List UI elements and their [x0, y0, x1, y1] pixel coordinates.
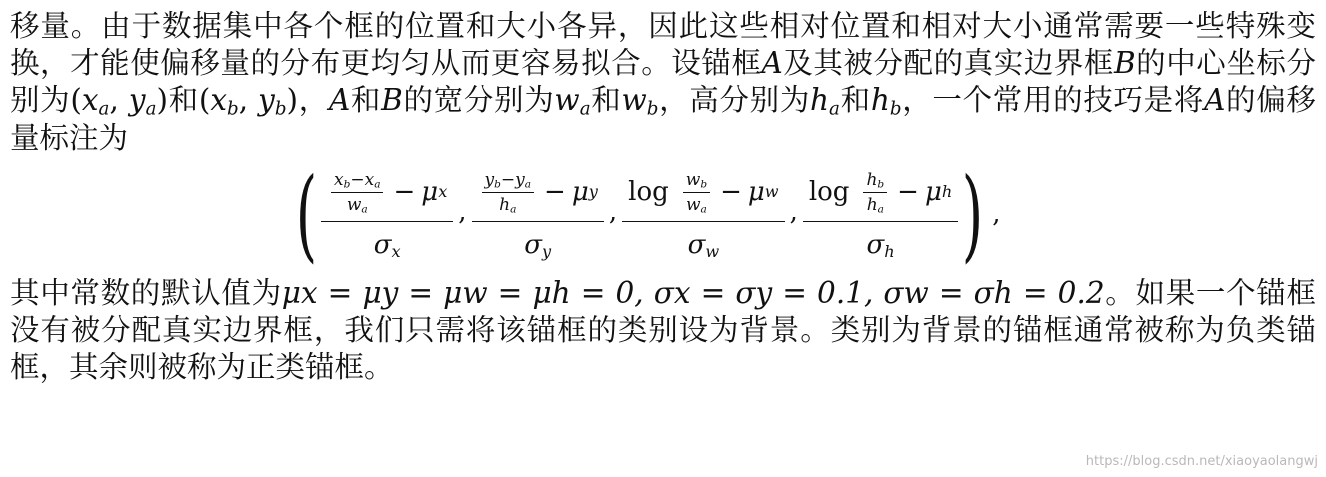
text-run: 的中心坐标分别为	[10, 46, 1316, 118]
text-run: 。如果一个锚框没有被分配真实边界框，我们只需将该锚框的类别设为背景。类别为背景的锚框通常被称为负类锚框，其余则被称为正类锚框。	[10, 275, 1316, 385]
text-run: 和	[839, 83, 871, 118]
fraction-x: $x_b-x_a$ $w_a$ − μ x $\sigma_x$	[321, 170, 453, 260]
symbol-A: A	[328, 83, 351, 118]
height-b: $h_b$	[870, 83, 902, 120]
text-run: 其中常数的默认值为	[10, 275, 282, 310]
text-run: 的宽分别为	[402, 83, 555, 118]
document-page	[10, 0, 1316, 386]
symbol-A: A	[1204, 83, 1226, 118]
text-run: 的偏移量标注为	[10, 83, 1316, 155]
symbol-A: A	[761, 46, 783, 81]
fraction-h: log $h_b$ $h_a$ − μ h $\sigma_h$	[803, 170, 958, 260]
left-paren: (	[295, 155, 318, 273]
text-run: ，高分别为	[658, 83, 811, 118]
equation-trailing-comma: ,	[992, 198, 1001, 229]
width-a: $w_a$	[554, 83, 591, 120]
text-run: 移量。由于数据集中各个框的位置和大小各异，因此这些相对位置和相对大小通常需要一些特殊变换，才能使偏移量的分布更均匀从而更容易拟合。设锚框	[10, 9, 1316, 81]
fraction-w: log $w_b$ $w_a$ − μ w $\sigma_w$	[622, 170, 784, 260]
default-values-formula: μx = μy = μw = μh = 0, σx = σy = 0.1, σw = σh = 0.2	[281, 275, 1105, 310]
right-paren: )	[962, 155, 984, 273]
text-run: ，	[298, 83, 329, 118]
center-coord-a: ($x_a$, $y_a$)	[70, 83, 168, 120]
fraction-y: $y_b-y_a$ $h_a$ − μ y $\sigma_y$	[472, 170, 604, 260]
text-run: 及其被分配的真实边界框	[782, 46, 1114, 81]
symbol-B: B	[1113, 46, 1136, 81]
watermark: https://blog.csdn.net/xiaoyaolangwj	[1085, 454, 1318, 469]
paragraph-1	[10, 8, 1316, 157]
text-run: 和	[350, 83, 382, 118]
center-coord-b: ($x_b$, $y_b$)	[198, 83, 299, 120]
height-a: $h_a$	[810, 83, 840, 120]
width-b: $w_b$	[621, 83, 659, 120]
display-equation	[10, 157, 1316, 275]
offset-formula: ( $x_b-x_a$ $w_a$ − μ x $\sigma_x$ , $y_b-y_a$ $h_a$ − μ y $\sigma_y$ , log $w_b$ $w_a$ − μ w $\sigma_w$ , log $h_b$ $h_a$ − μ h $\sigma_h$ ) ,	[295, 155, 1001, 273]
symbol-B: B	[381, 83, 403, 118]
paragraph-2	[10, 275, 1316, 387]
text-run: 和	[167, 83, 199, 118]
text-run: 和	[590, 83, 622, 118]
text-run: ，一个常用的技巧是将	[901, 83, 1205, 118]
